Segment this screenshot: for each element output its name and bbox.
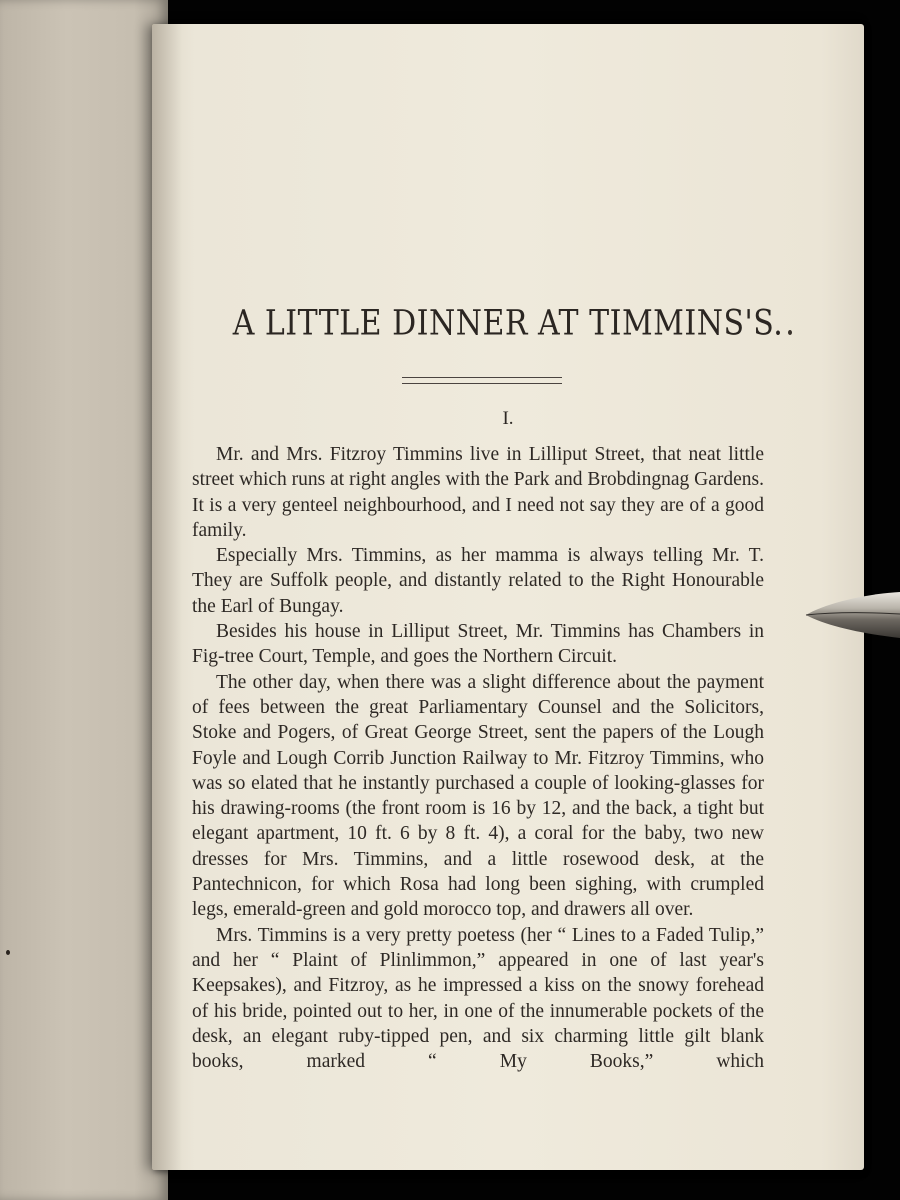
- page-title: A LITTLE DINNER AT TIMMINS'S.: [232, 303, 784, 344]
- paragraph: Mr. and Mrs. Fitzroy Timmins live in Lilliput Street, that neat little street which runs at right angles with the Park and Brobdingnag Gardens. It is a very genteel neighbourhood, and I need not say they are of a good family.: [192, 444, 764, 541]
- pen-nib-pointer: [804, 590, 900, 640]
- ink-speck: [788, 330, 792, 335]
- paragraph: Especially Mrs. Timmins, as her mamma is always telling Mr. T. They are Suffolk people, and distantly related to the Right Honourable the Earl of Bungay.: [192, 545, 764, 617]
- paragraph: Mrs. Timmins is a very pretty poetess (her “ Lines to a Faded Tulip,” and her “ Plaint of Plinlimmon,” appeared in one of last year's Keepsakes), and Fitzroy, as he impressed a kiss on the snowy forehead of his bride, pointed out to her, in one of the innumerable pockets of the desk, an elegant ruby-tipped pen, and six charming little gilt blank books, marked “ My Books,” which: [192, 924, 764, 1073]
- chapter-number: I.: [502, 408, 514, 429]
- body-text: [192, 442, 764, 1074]
- paragraph: Besides his house in Lilliput Street, Mr. Timmins has Chambers in Fig-tree Court, Temple, and goes the Northern Circuit.: [192, 621, 764, 668]
- page-gutter-shadow: [152, 24, 182, 1170]
- book-cover-board: [0, 0, 168, 1200]
- paragraph: The other day, when there was a slight difference about the payment of fees between the great Parliamentary Counsel and the Solicitors, Stoke and Pogers, of Great George Street, sent the papers of the Lough Foyle and Lough Corrib Junction Railway to Mr. Fitzroy Timmins, who was so elated that he instantly purchased a couple of looking-glasses for his drawing-rooms (the front room is 16 by 12, and the back, a tight but elegant apartment, 10 ft. 6 by 8 ft. 4), a coral for the baby, two new dresses for Mrs. Timmins, and a little rosewood desk, at the Pantechnicon, for which Rosa had long been sighing, with crumpled legs, emerald-green and gold morocco top, and drawers all over.: [192, 671, 764, 921]
- ink-speck: [6, 950, 10, 955]
- title-double-rule: [402, 377, 562, 384]
- book-page: [152, 24, 864, 1170]
